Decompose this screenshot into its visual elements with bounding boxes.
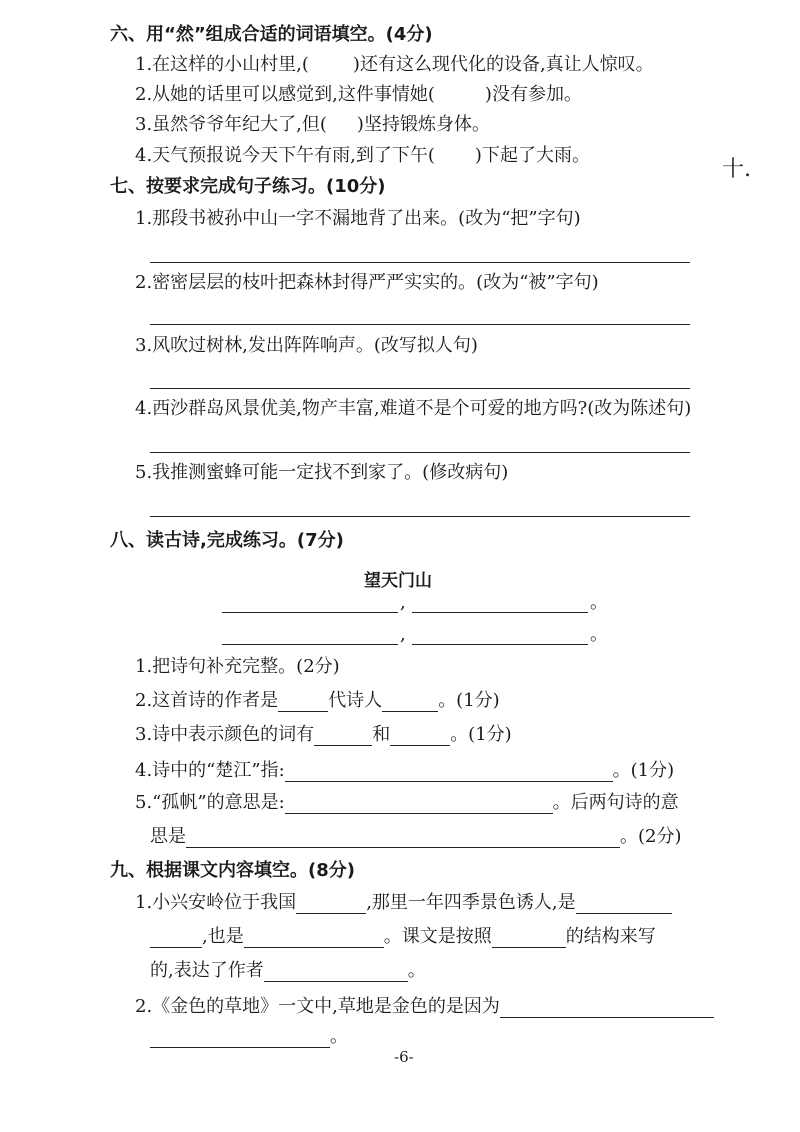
s6-item-2-pre: 2.从她的话里可以感觉到,这件事情她( [135,84,435,105]
s8-q2-blank-1[interactable] [278,693,328,712]
s7-item-3: 3.风吹过树林,发出阵阵响声。(改写拟人句) [135,335,478,356]
s8-q4-blank[interactable] [285,763,613,782]
s8-q4-a: 4.诗中的“楚江”指: [135,760,285,781]
s7-answer-line-2[interactable] [150,324,690,325]
s9-q1-blank-2[interactable] [576,895,672,914]
s8-q2 [135,690,500,712]
s7-answer-line-1[interactable] [150,262,690,263]
s6-item-1 [135,54,654,76]
s8-q5-cont [150,826,682,848]
margin-mark: 十. [722,157,751,182]
s8-q5-d: 。(2分) [620,826,682,847]
poem-line-2a[interactable] [222,644,398,645]
s6-item-3 [135,114,490,136]
s9-q1-blank-1[interactable] [296,895,366,914]
poem-line-2b[interactable] [412,644,588,645]
s9-q2-blank-1[interactable] [500,999,714,1018]
s8-q2-a: 2.这首诗的作者是 [135,690,279,711]
s8-q3-c: 。(1分) [450,724,512,745]
s6-item-4-pre: 4.天气预报说今天下午有雨,到了下午( [135,145,435,166]
section8-title: 八、读古诗,完成练习。(7分) [110,530,344,551]
s8-q3-a: 3.诗中表示颜色的词有 [135,724,315,745]
s9-q1-line3 [150,960,426,982]
s9-q1-c: ,也是 [202,926,244,947]
section7-title: 七、按要求完成句子练习。(10分) [110,176,386,197]
s6-item-3-post: )坚持锻炼身体。 [356,114,490,135]
s8-q5-blank-1[interactable] [285,795,553,814]
s8-q2-c: 。(1分) [438,690,500,711]
s9-q1-g: 。 [407,960,426,981]
s9-q1-blank-4[interactable] [244,929,384,948]
s6-item-1-pre: 1.在这样的小山村里,( [135,54,309,75]
s7-item-5: 5.我推测蜜蜂可能一定找不到家了。(修改病句) [135,462,509,483]
s9-q1-a: 1.小兴安岭位于我国 [135,892,297,913]
s8-q3-blank-1[interactable] [314,727,372,746]
s6-item-2 [135,84,582,106]
s8-q2-b: 代诗人 [328,690,383,711]
s8-q1: 1.把诗句补充完整。(2分) [135,656,340,677]
s7-answer-line-4[interactable] [150,452,690,453]
s8-q5-a: 5.“孤帆”的意思是: [135,792,285,813]
s7-answer-line-3[interactable] [150,388,690,389]
section9-title: 九、根据课文内容填空。(8分) [110,860,355,881]
s6-item-2-post: )没有参加。 [484,84,582,105]
s8-q5-c: 思是 [150,826,186,847]
s8-q5-b: 。后两句诗的意 [552,792,679,813]
s6-item-4 [135,145,590,167]
poem-comma-2: , [400,624,406,645]
s9-q1-b: ,那里一年四季景色诱人,是 [366,892,576,913]
poem-period-2: 。 [590,624,608,645]
s8-q2-blank-2[interactable] [382,693,438,712]
s9-q2-b: 。 [330,1026,348,1047]
s9-q1-d: 。课文是按照 [383,926,492,947]
poem-title: 望天门山 [364,571,432,591]
poem-period-1: 。 [590,592,608,613]
s9-q2-line2 [150,1026,348,1048]
s6-item-4-post: )下起了大雨。 [474,145,590,166]
s9-q2-blank-2[interactable] [150,1029,330,1048]
page-number: -6- [394,1048,414,1066]
s8-q3-b: 和 [372,724,391,745]
s9-q1-blank-5[interactable] [492,929,566,948]
s8-q5-blank-2[interactable] [186,829,620,848]
s7-item-1: 1.那段书被孙中山一字不漏地背了出来。(改为“把”字句) [135,208,581,229]
s8-q3 [135,724,512,746]
s9-q2-line1 [135,996,714,1018]
section6-title: 六、用“然”组成合适的词语填空。(4分) [110,24,433,45]
s7-item-2: 2.密密层层的枝叶把森林封得严严实实的。(改为“被”字句) [135,272,599,293]
s8-q3-blank-2[interactable] [390,727,450,746]
s9-q1-blank-6[interactable] [264,963,408,982]
s8-q4 [135,760,674,782]
poem-comma-1: , [400,592,406,613]
s9-q2-a: 2.《金色的草地》一文中,草地是金色的是因为 [135,996,500,1017]
s9-q1-e: 的结构来写 [565,926,656,947]
s7-answer-line-5[interactable] [150,516,690,517]
s6-item-3-pre: 3.虽然爷爷年纪大了,但( [135,114,327,135]
s8-q4-c: 。(1分) [612,760,675,781]
s9-q1-f: 的,表达了作者 [150,960,264,981]
s9-q1-line1 [135,892,672,914]
s9-q1-blank-3[interactable] [150,929,202,948]
s7-item-4: 4.西沙群岛风景优美,物产丰富,难道不是个可爱的地方吗?(改为陈述句) [135,398,692,419]
s6-item-1-post: )还有这么现代化的设备,真让人惊叹。 [352,54,654,75]
s8-q5 [135,792,679,814]
s9-q1-line2 [150,926,656,948]
poem-line-1a[interactable] [222,612,398,613]
poem-line-1b[interactable] [412,612,588,613]
